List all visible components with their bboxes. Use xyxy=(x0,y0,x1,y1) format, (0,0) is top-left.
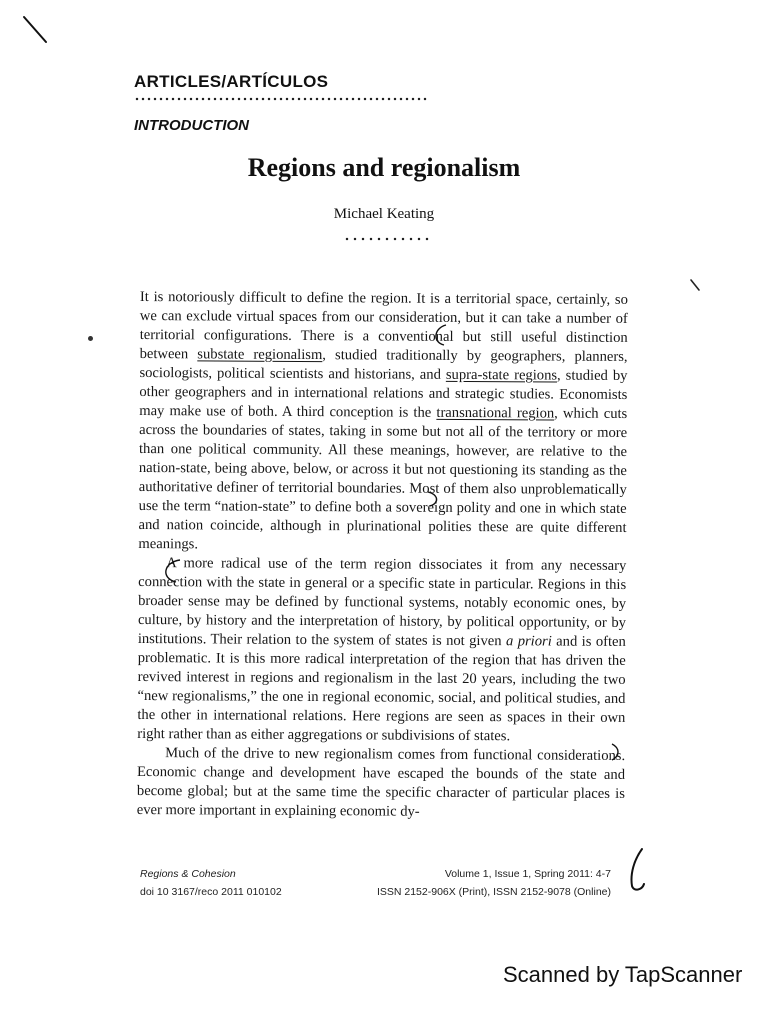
ink-dot xyxy=(88,336,93,341)
journal-name: Regions & Cohesion xyxy=(140,868,236,880)
volume-text: Volume 1, Issue 1, Spring 2011: 4-7 xyxy=(444,868,611,880)
footer-right xyxy=(345,865,611,901)
article-title: Regions and regionalism xyxy=(247,153,521,182)
paragraph-3: Much of the drive to new regionalism comes from functional considerations. Economic change and development have escaped the bounds of the state and become global; but at the same time the specific character of particular places is ever more important in explaining economic dy- xyxy=(136,745,626,820)
paragraph-2: A more radical use of the term region dissociates it from any necessary connection with the state in general or a specific state in particular. Regions in this broader sense may be defined by functional systems, notably economic ones, by culture, by history and the interpretation of history, by political opportunity, or by institutions. Their relation to the system of states is not given a priori and is often problematic. It is this more radical interpretation of the region that has driven the revived interest in regions and regionalism in the last 20 years, including the two “new regionalisms,” the one in regional economic, social, and political studies, and the other in international relations. Here regions are seen as spaces in their own right rather than as either aggregations or subdivisions of states. xyxy=(137,555,627,745)
issn-text: ISSN 2152-906X (Print), ISSN 2152-9078 (Online) xyxy=(376,886,611,898)
article-body xyxy=(137,288,628,823)
dotted-rule-short xyxy=(343,236,431,242)
dotted-rule xyxy=(134,96,428,102)
pen-stroke-mark xyxy=(20,14,50,44)
paragraph-1: It is notoriously difficult to define the region. It is a territorial space, certainly, so we can exclude virtual spaces from our consideration, but it can take a number of territorial configurations. There is a conventional but still useful distinction between substate regionalism, studied traditionally by geographers, planners, sociologists, political scientists and historians, and supra-state regions, studied by other geographers and in international relations and strategic studies. Economists may make use of both. A third conception is the transnational region, which cuts across the boundaries of states, taking in some but not all of the territory or more than one political community. All these meanings, however, are relative to the nation-state, being above, below, or across it but not questioning its standing as the authoritative definer of territorial boundaries. Most of them also unproblematically use the term “nation-state” to define both a sovereign polity and one in which state and nation coincide, although in plurinational polities these are quite different meanings. xyxy=(138,288,628,553)
pen-tick-mark xyxy=(688,278,702,292)
handwritten-page-mark xyxy=(624,846,654,894)
scanner-watermark: Scanned by TapScanner xyxy=(503,962,743,987)
article-author: Michael Keating xyxy=(333,206,435,222)
underlined-term: supra-state regions xyxy=(445,366,558,384)
doi-text: doi 10 3167/reco 2011 010102 xyxy=(140,886,282,898)
subsection-heading: INTRODUCTION xyxy=(134,117,249,134)
underlined-term: transnational region xyxy=(436,404,555,422)
underlined-term: substate regionalism xyxy=(197,346,323,364)
footer-left xyxy=(140,865,282,901)
section-heading: ARTICLES/ARTÍCULOS xyxy=(134,72,329,91)
